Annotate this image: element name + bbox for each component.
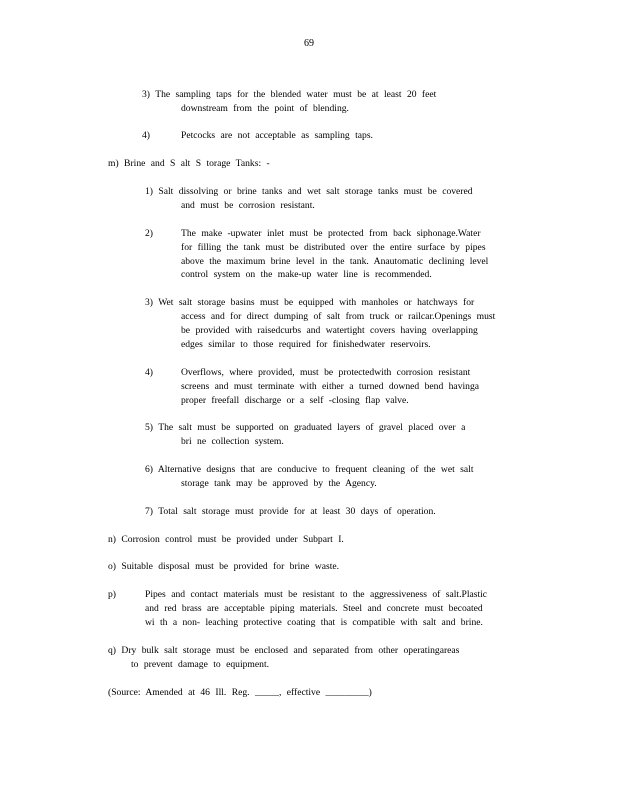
section-label: p) <box>108 589 116 600</box>
item-line: proper freefall discharge or a self -closing flap valve. <box>181 395 409 406</box>
item-line: bri ne collection system. <box>181 436 284 447</box>
item-line: Overflows, where provided, must be protectedwith corrosion resistant <box>181 367 471 378</box>
source-note: (Source: Amended at 46 Ill. Reg. _____, effective _________) <box>108 687 372 698</box>
item-line: access and for direct dumping of salt from truck or railcar.Openings must <box>181 311 496 322</box>
item-line: 3) Wet salt storage basins must be equipped with manholes or hatchways for <box>145 297 475 308</box>
item-label: 4) <box>142 130 150 141</box>
section-line: Pipes and contact materials must be resistant to the aggressiveness of salt.Plastic <box>145 589 488 600</box>
section-line: n) Corrosion control must be provided under Subpart I. <box>108 534 344 545</box>
item-line: downstream from the point of blending. <box>181 103 349 114</box>
item-label: 2) <box>145 228 153 239</box>
item-line: and must be corrosion resistant. <box>181 200 315 211</box>
item-line: edges similar to those required for finishedwater reservoirs. <box>181 339 431 350</box>
section-heading: m) Brine and S alt S torage Tanks: - <box>108 158 270 169</box>
section-line: to prevent damage to equipment. <box>131 659 270 670</box>
item-line: be provided with raisedcurbs and watertight covers having overlapping <box>181 325 478 336</box>
item-line: screens and must terminate with either a turned downed bend havinga <box>181 381 480 392</box>
item-line: 1) Salt dissolving or brine tanks and wet salt storage tanks must be covered <box>145 186 473 197</box>
item-line: storage tank may be approved by the Agency. <box>181 478 377 489</box>
item-line: 7) Total salt storage must provide for at least 30 days of operation. <box>145 506 436 517</box>
item-line: 5) The salt must be supported on graduated layers of gravel placed over a <box>145 422 466 433</box>
item-line: Petcocks are not acceptable as sampling taps. <box>181 130 373 141</box>
item-line: control system on the make-up water line is recommended. <box>181 269 432 280</box>
item-label: 4) <box>145 367 153 378</box>
item-line: The make -upwater inlet must be protected from back siphonage.Water <box>181 228 481 239</box>
item-line: for filling the tank must be distributed over the entire surface by pipes <box>181 242 486 253</box>
section-line: wi th a non- leaching protective coating that is compatible with salt and brine. <box>145 617 483 628</box>
section-line: and red brass are acceptable piping materials. Steel and concrete must becoated <box>145 603 483 614</box>
section-line: q) Dry bulk salt storage must be enclosed and separated from other operatingareas <box>108 645 460 656</box>
list-item <box>142 88 436 102</box>
section-line: o) Suitable disposal must be provided for brine waste. <box>108 561 340 572</box>
item-line: 6) Alternative designs that are conducive to frequent cleaning of the wet salt <box>145 464 474 475</box>
page-number: 69 <box>304 38 314 49</box>
item-line: above the maximum brine level in the tank. Anautomatic declining level <box>181 256 489 267</box>
item-line: 3) The sampling taps for the blended water must be at least 20 feet <box>142 89 437 100</box>
